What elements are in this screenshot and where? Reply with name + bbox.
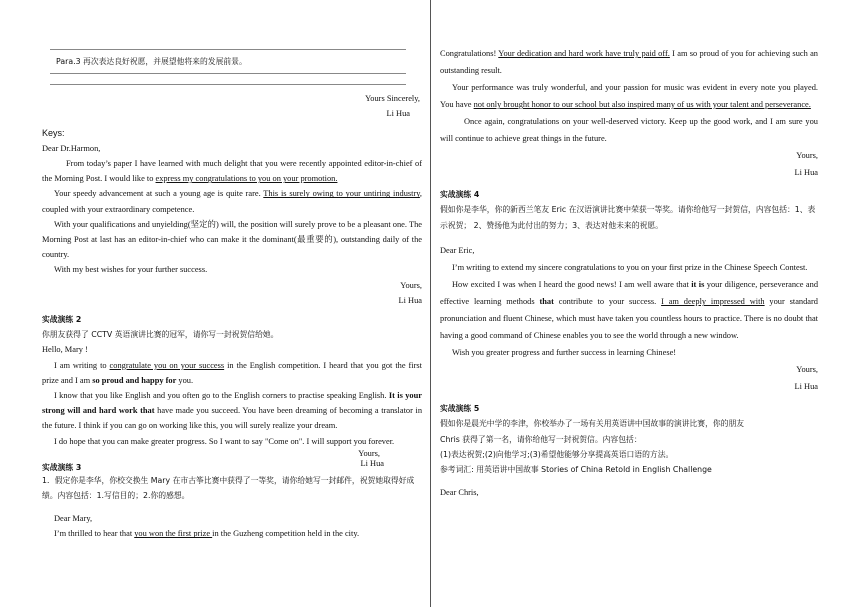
paragraph: Wish you greater progress and further success in learning Chinese! <box>452 348 677 358</box>
para3-hint: Para.3 再次表达良好祝愿，并展望他将来的发展前景。 <box>56 57 247 66</box>
blank-line <box>50 73 406 74</box>
closing: Yours, <box>400 280 422 290</box>
paragraph: I do hope that you can make greater progress. So I want to say "Come on". I will support you forever. <box>54 436 395 446</box>
signature-name: Li Hua <box>794 168 818 177</box>
paragraph: I’m thrilled to hear that you won the first prize in the Guzheng competition held in the city. <box>54 529 360 539</box>
keys-label: Keys: <box>42 127 65 138</box>
paragraph: Your performance was truly wonderful, and your passion for music was evident in every note you played. You have not only brought honor to our school but also inspired many of us with your talent and perseverance. <box>440 83 818 109</box>
blank-line <box>50 49 406 50</box>
signature-name: Li Hua <box>794 382 818 392</box>
paragraph: Once again, congratulations on your well-deserved victory. Keep up the good work, and I am sure you will continue to achieve great things in the future. <box>440 117 818 143</box>
exercise-prompt: 假如你是李华，你的新西兰笔友 Eric 在汉语演讲比赛中荣获一等奖。请你给他写一封贺信，内容包括：1、表示祝贺； 2、赞扬他为此付出的努力；3、表达对他未来的祝愿。 <box>440 205 816 231</box>
exercise-heading: 实战演练 5 <box>440 404 480 414</box>
blank-line <box>50 84 406 85</box>
closing: Yours, <box>796 151 818 160</box>
left-column <box>42 0 422 542</box>
signature-name: Li Hua <box>360 458 384 468</box>
greeting: Dear Dr.Harmon, <box>42 143 101 153</box>
paragraph: With my best wishes for your further success. <box>54 265 208 275</box>
signature-name: Li Hua <box>398 295 422 305</box>
exercise-heading: 实战演练 4 <box>440 190 480 199</box>
paragraph: I am writing to congratulate you on your success in the English competition. I heard that you got the first prize and I am so proud and happy for you. <box>42 360 423 385</box>
closing: Yours, <box>358 448 380 458</box>
vocabulary-note: 参考词汇: 用英语讲中国故事 Stories of China Retold in English Challenge <box>440 465 712 475</box>
exercise-prompt: 假如你是晨光中学的李津，你校举办了一场有关用英语讲中国故事的演讲比赛，你的朋友 <box>440 419 745 429</box>
paragraph: With your qualifications and unyielding(坚定的) will, the position will surely prove to be a pleasant one. The Morning Post at last has an editor-in-chief who can make it the dominant(最重要的), outstanding daily of the country. <box>42 219 422 260</box>
exercise-heading: 实战演练 3 <box>42 462 82 472</box>
signature-name: Li Hua <box>386 109 410 119</box>
greeting: Dear Eric, <box>440 246 475 256</box>
greeting: Hello, Mary ! <box>42 345 88 355</box>
paragraph: Your speedy advancement at such a young age is quite rare. This is surely owing to your untiring industry, coupled with your extraordinary competence. <box>42 189 422 214</box>
paragraph: I’m writing to extend my sincere congratulations to you on your first prize in the Chinese Speech Contest. <box>452 263 808 273</box>
column-divider <box>430 0 431 607</box>
right-column <box>440 45 818 500</box>
paragraph: How excited I was when I heard the good news! I am well aware that it is your diligence, perseverance and effective learning methods that contribute to your success. I am deeply impressed with your standard pronunciation and fluent Chinese, which must have taken you countless hours to practice. There is no doubt that having a good command of Chinese enables you to see the world through a new window. <box>440 280 819 341</box>
exercise-prompt: 1．假定你是李华，你校交换生 Mary 在市古筝比赛中获得了一等奖，请你给她写一封邮件，祝贺她取得好成绩。内容包括：1.写信目的；2.你的感想。 <box>42 475 415 501</box>
closing: Yours, <box>796 365 818 375</box>
paragraph: Congratulations! Your dedication and hard work have truly paid off. I am so proud of you for achieving such an outstanding result. <box>440 49 818 75</box>
exercise-heading: 实战演练 2 <box>42 315 82 325</box>
greeting: Dear Chris, <box>440 488 479 498</box>
paragraph: From today’s paper I have learned with much delight that you were recently appointed editor-in-chief of the Morning Post. I would like to express my congratulations to you on your promotion. <box>42 159 422 184</box>
greeting: Dear Mary, <box>54 514 93 524</box>
closing: Yours Sincerely, <box>365 94 420 104</box>
paragraph: I know that you like English and you often go to the English corners to practise speaking English. It is your strong will and hard work that have made you succeed. You have been dreaming of becoming a translator in the future. I think if you can go on working like this, you will surely realize your dream. <box>42 391 423 431</box>
exercise-points: (1)表达祝贺;(2)向他学习;(3)希望他能够分享提高英语口语的方法。 <box>440 449 674 459</box>
exercise-prompt: 你朋友获得了 CCTV 英语演讲比赛的冠军，请你写一封祝贺信给她。 <box>42 330 279 340</box>
exercise-prompt: Chris 获得了第一名，请你给他写一封祝贺信。内容包括： <box>440 434 642 444</box>
